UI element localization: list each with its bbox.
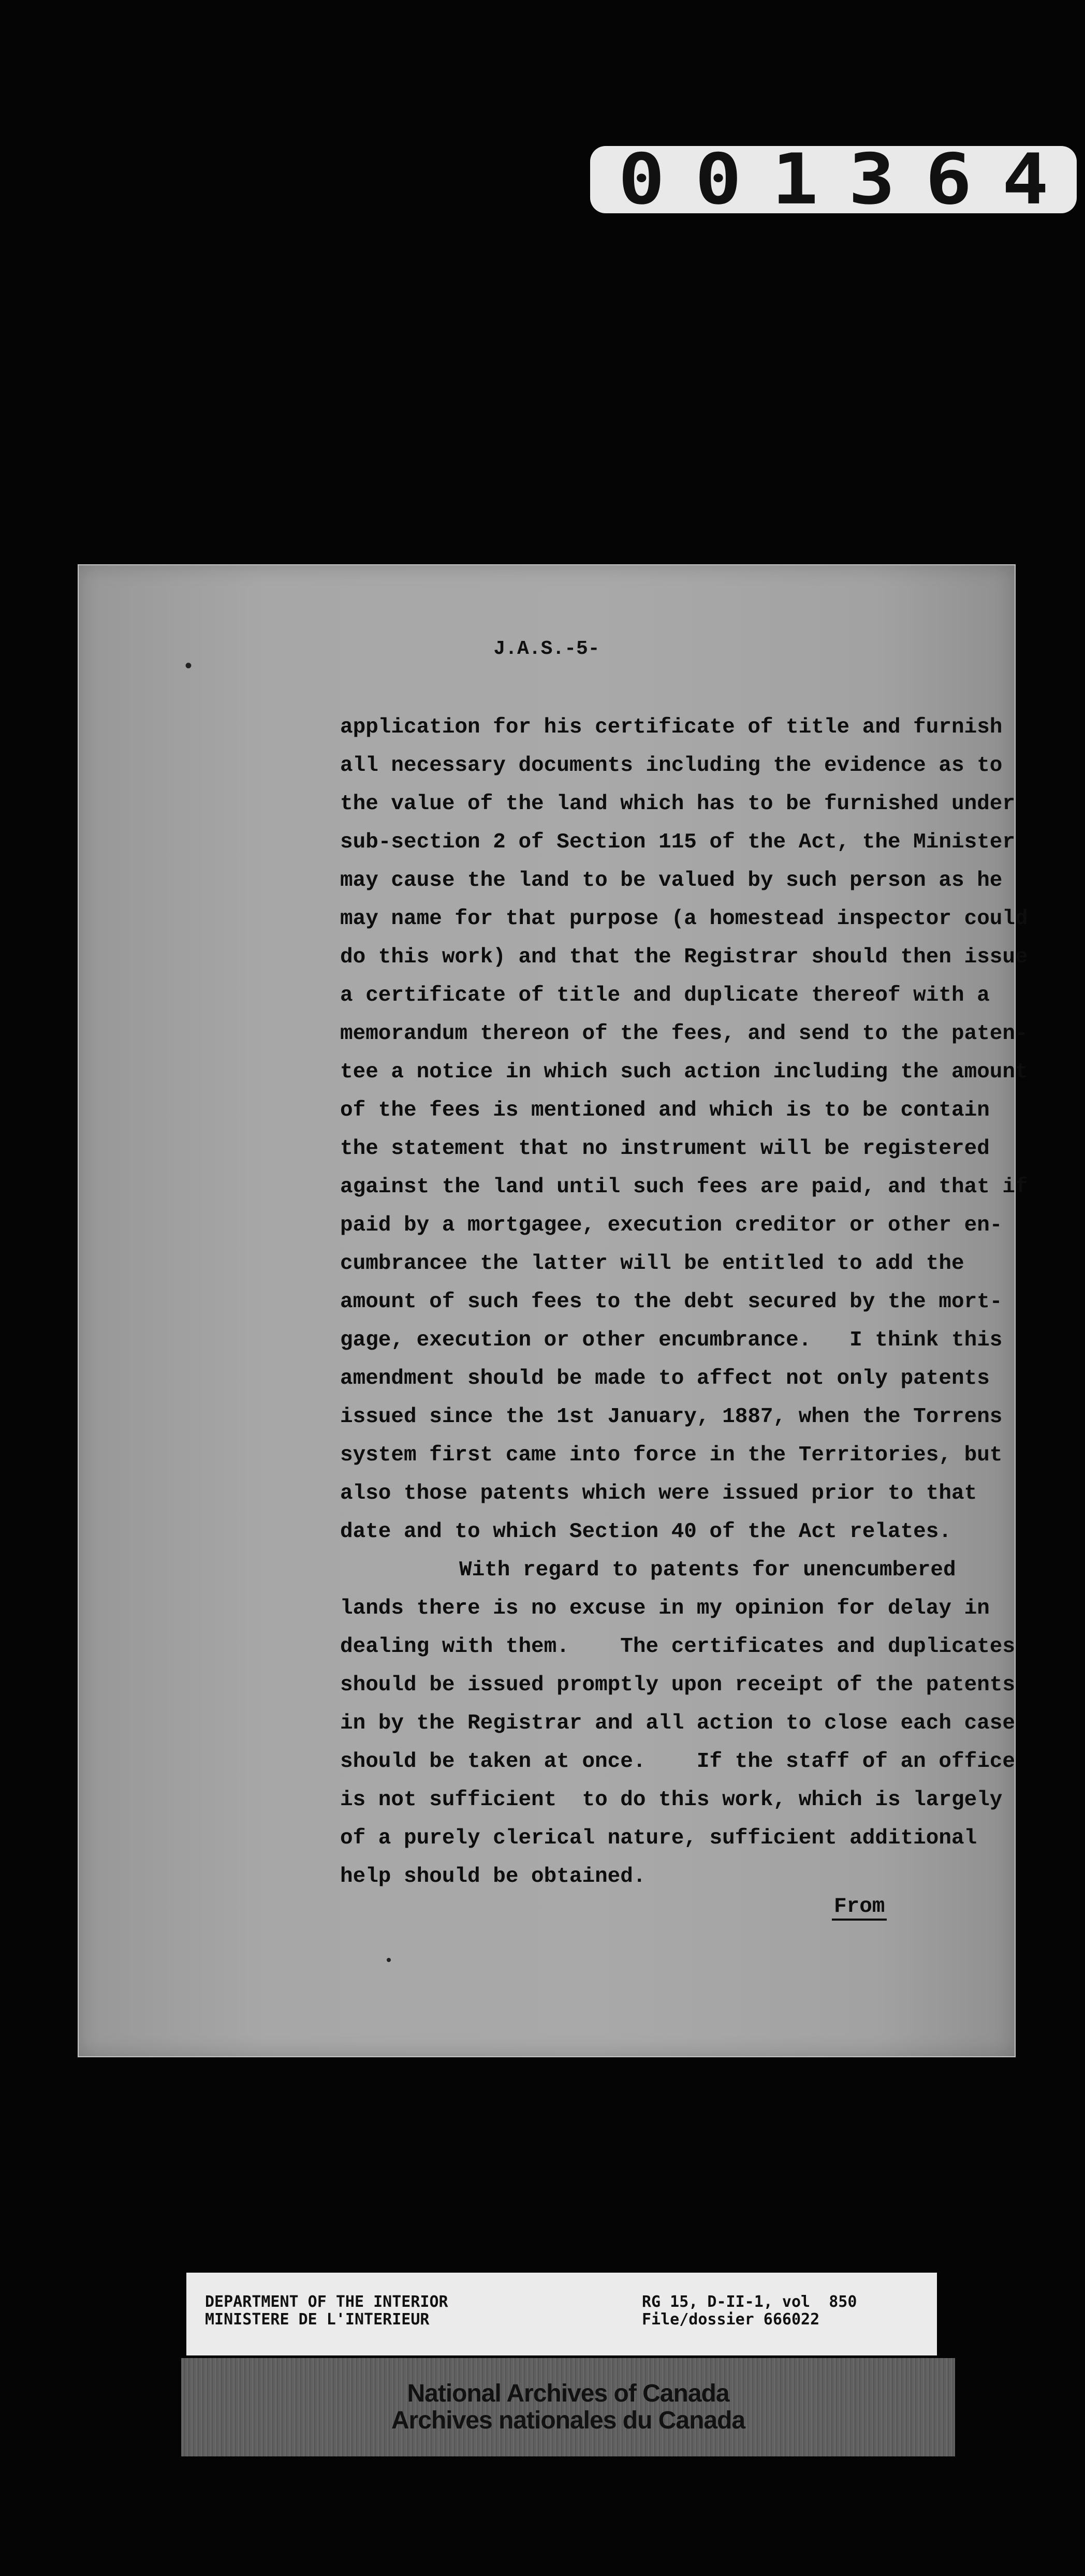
frame-number-label	[590, 139, 1079, 221]
text-line: should be taken at once. If the staff of an office	[340, 1750, 1016, 1774]
archives-banner	[181, 2358, 955, 2456]
file-number: File/dossier 666022	[642, 2310, 820, 2329]
document-page	[78, 564, 1028, 2057]
record-group-reference: RG 15, D-II-1, vol 850	[642, 2293, 857, 2311]
archives-name-english: National Archives of Canada	[407, 2380, 729, 2407]
text-line: amendment should be made to affect not only patents	[340, 1367, 990, 1391]
text-line: the statement that no instrument will be registered	[340, 1137, 990, 1161]
frame-number: 001364	[618, 139, 1079, 221]
catchword: From	[832, 1895, 887, 1921]
document-body	[340, 708, 1028, 1896]
text-line: issued since the 1st January, 1887, when the Torrens	[340, 1405, 1003, 1429]
pencil-mark: •	[182, 656, 195, 679]
text-line: in by the Registrar and all action to close each case	[340, 1711, 1016, 1735]
department-block	[205, 2293, 448, 2329]
text-line: paid by a mortgagee, execution creditor or other en-	[340, 1213, 1003, 1237]
text-line: should be issued promptly upon receipt of the patents	[340, 1673, 1016, 1697]
text-line: memorandum thereon of the fees, and send to the paten-	[340, 1022, 1028, 1046]
archive-label	[186, 2273, 937, 2355]
text-line: cumbrancee the latter will be entitled to add the	[340, 1252, 964, 1276]
text-line: against the land until such fees are paid, and that if	[340, 1175, 1028, 1199]
text-line: the value of the land which has to be furnished under	[340, 792, 1016, 816]
page-reference: J.A.S.-5-	[493, 638, 600, 660]
text-line: a certificate of title and duplicate thereof with a	[340, 984, 990, 1007]
text-line: may name for that purpose (a homestead inspector could	[340, 907, 1028, 931]
text-line: may cause the land to be valued by such person as he	[340, 869, 1003, 892]
department-english: DEPARTMENT OF THE INTERIOR	[205, 2293, 448, 2311]
text-line: tee a notice in which such action including the amount	[340, 1060, 1028, 1084]
text-line: do this work) and that the Registrar should then issue	[340, 945, 1028, 969]
text-line: date and to which Section 40 of the Act relates.	[340, 1520, 951, 1544]
text-line: gage, execution or other encumbrance. I think this	[340, 1328, 1003, 1352]
text-line: application for his certificate of title and furnish	[340, 715, 1003, 739]
text-line: of a purely clerical nature, sufficient additional	[340, 1826, 977, 1850]
text-line: of the fees is mentioned and which is to be contain	[340, 1099, 990, 1122]
text-line: system first came into force in the Territories, but	[340, 1443, 1003, 1467]
text-line: amount of such fees to the debt secured by the mort-	[340, 1290, 1003, 1314]
text-line: all necessary documents including the evidence as to	[340, 754, 1003, 778]
text-line: also those patents which were issued prior to that	[340, 1482, 977, 1505]
text-line: lands there is no excuse in my opinion for delay in	[340, 1597, 990, 1620]
reference-block	[642, 2293, 857, 2329]
department-french: MINISTERE DE L'INTERIEUR	[205, 2310, 430, 2329]
text-line: dealing with them. The certificates and duplicates	[340, 1635, 1016, 1659]
archives-name-french: Archives nationales du Canada	[391, 2407, 745, 2434]
text-line: sub-section 2 of Section 115 of the Act, the Minister	[340, 830, 1016, 854]
text-line: With regard to patents for unencumbered	[459, 1558, 956, 1582]
ink-dot	[387, 1958, 391, 1962]
text-line: is not sufficient to do this work, which is largely	[340, 1788, 1003, 1812]
text-line: help should be obtained.	[340, 1865, 646, 1889]
